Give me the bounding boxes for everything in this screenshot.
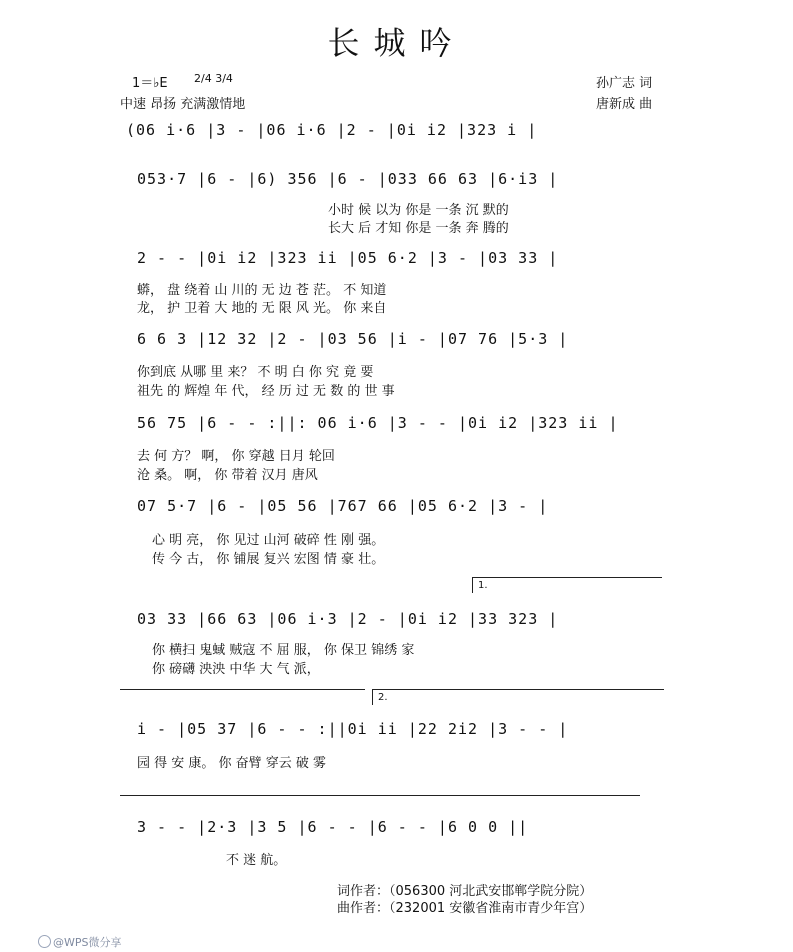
volta-1-bracket (472, 577, 662, 578)
volta-2-label: 2. (378, 692, 388, 703)
phrase-line (120, 689, 365, 690)
score-notes-line: 053·7 |6 - |6) 356 |6 - |033 66 63 |6·i3 | (137, 170, 559, 188)
key-signature: 1＝♭E (132, 76, 168, 91)
score-notes-line: 56 75 |6 - - :||: 06 i·6 |3 - - |0i i2 |323 ii | (137, 414, 619, 432)
lyrics-verse-2: 你 磅礴 泱泱 中华 大 气 派， (152, 662, 320, 677)
lyrics-verse-1: 你 横扫 鬼蜮 贼寇 不 屈 服， 你 保卫 锦绣 家 (152, 643, 415, 658)
lyrics-verse-2: 传 今 古， 你 铺展 复兴 宏图 情 豪 壮。 (152, 552, 385, 567)
volta-2-bracket (372, 689, 664, 690)
lyrics-verse-2: 沧 桑。 啊， 你 带着 汉月 唐风 (137, 468, 318, 483)
watermark-text: @WPS微分享 (53, 936, 122, 949)
composer-credit: 唐新成 曲 (596, 97, 653, 112)
lyrics-verse-2: 长大 后 才知 你是 一条 奔 腾的 (328, 221, 509, 236)
tie-line (120, 795, 640, 796)
watermark (38, 934, 122, 950)
footer-composer-address: 曲作者：（232001 安徽省淮南市青少年宫） (337, 901, 593, 916)
score-notes-line: (06 i·6 |3 - |06 i·6 |2 - |0i i2 |323 i | (126, 121, 538, 139)
score-notes-line: i - |05 37 |6 - - :||0i ii |22 2i2 |3 - - | (137, 720, 569, 738)
lyrics-verse-1: 心 明 亮， 你 见过 山河 破碎 性 刚 强。 (152, 533, 385, 548)
volta-2-bracket-hook (372, 689, 373, 705)
score-notes-line: 03 33 |66 63 |06 i·3 |2 - |0i i2 |33 323 | (137, 610, 559, 628)
watermark-icon (38, 935, 51, 948)
score-notes-line: 07 5·7 |6 - |05 56 |767 66 |05 6·2 |3 - | (137, 497, 549, 515)
score-notes-line: 6 6 3 |12 32 |2 - |03 56 |i - |07 76 |5·3 | (137, 330, 569, 348)
footer-lyricist-address: 词作者：（056300 河北武安邯郸学院分院） (337, 884, 593, 899)
lyrics-verse-1: 不 迷 航。 (226, 853, 287, 868)
lyrics-verse-2: 龙， 护 卫着 大 地的 无 限 风 光。 你 来自 (137, 301, 387, 316)
lyricist-credit: 孙广志 词 (596, 76, 653, 91)
time-signatures: 2/4 3/4 (194, 72, 233, 85)
lyrics-verse-1: 小时 候 以为 你是 一条 沉 默的 (328, 203, 509, 218)
lyrics-verse-1: 去 何 方？ 啊， 你 穿越 日月 轮回 (137, 449, 335, 464)
song-title: 长城吟 (327, 24, 466, 62)
lyrics-verse-1: 你到底 从哪 里 来？ 不 明 白 你 究 竟 要 (137, 365, 374, 380)
lyrics-verse-1: 园 得 安 康。 你 奋臂 穿云 破 雾 (137, 756, 327, 771)
volta-1-label: 1. (478, 580, 488, 591)
lyrics-verse-1: 蟒， 盘 绕着 山 川的 无 边 苍 茫。 不 知道 (137, 283, 387, 298)
score-notes-line: 3 - - |2·3 |3 5 |6 - - |6 - - |6 0 0 || (137, 818, 529, 836)
score-notes-line: 2 - - |0i i2 |323 ii |05 6·2 |3 - |03 33 | (137, 249, 559, 267)
tempo-marking: 中速 昂扬 充满激情地 (120, 97, 246, 112)
volta-1-bracket-hook (472, 577, 473, 593)
lyrics-verse-2: 祖先 的 辉煌 年 代， 经 历 过 无 数 的 世 事 (137, 384, 395, 399)
